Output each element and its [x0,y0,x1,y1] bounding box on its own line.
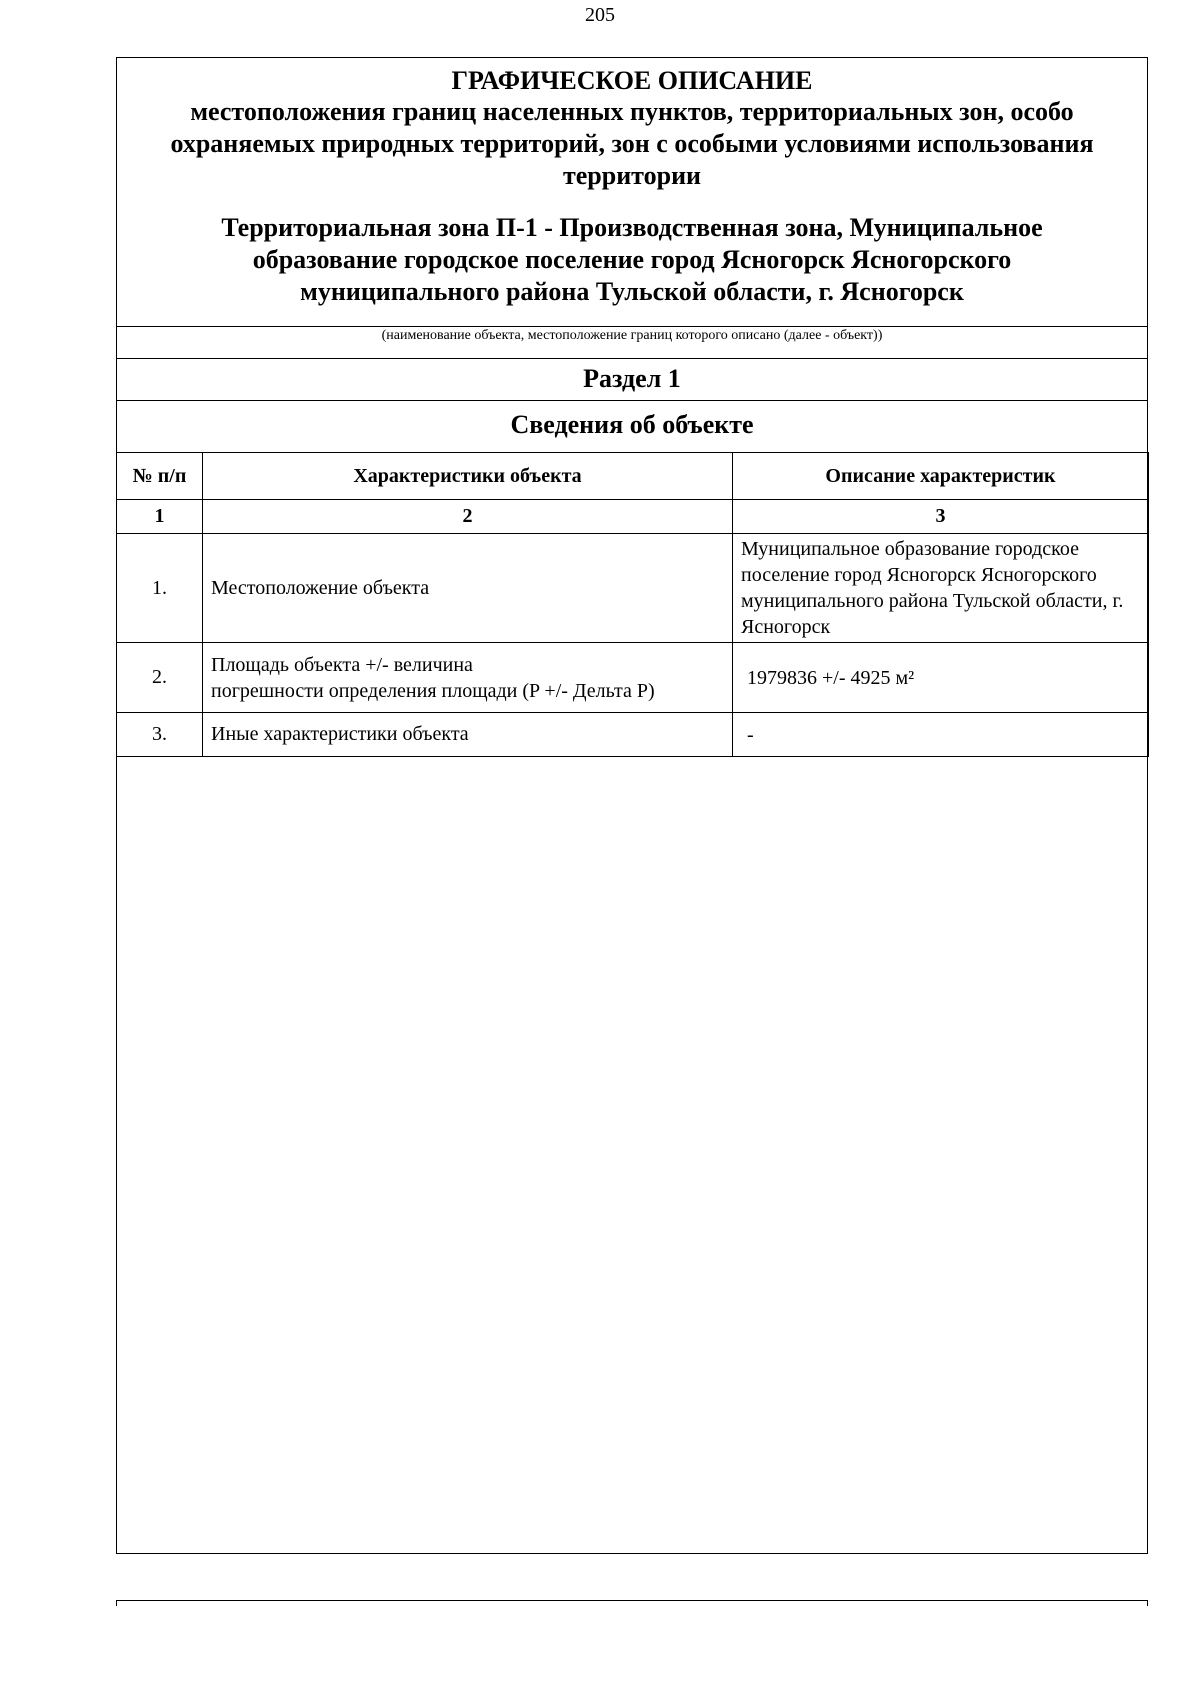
row-description: Муниципальное образование городское поселение город Ясногорск Ясногорского муниципального района Тульской области, г. Ясногорск [733,534,1149,643]
object-info-table [116,452,1149,757]
table-row [117,643,1149,713]
row-characteristic [203,643,733,713]
row-description: - [733,713,1149,757]
column-number-row [117,500,1149,534]
row-number: 3. [117,713,203,757]
row-number: 1. [117,534,203,643]
column-number: 2 [203,500,733,534]
object-name: Территориальная зона П-1 - Производственная зона, Муниципальное образование городское поселение город Ясногорск Ясногорского муниципального района Тульской области, г. Ясногорск [221,213,1043,306]
row-characteristic: Местоположение объекта [203,534,733,643]
document-frame [116,57,1148,1554]
object-name-caption: (наименование объекта, местоположение границ которого описано (далее - объект)) [381,328,883,343]
table-row [117,534,1149,643]
document-title: ГРАФИЧЕСКОЕ ОПИСАНИЕ [451,66,813,95]
column-number: 3 [733,500,1149,534]
column-header-description: Описание характеристик [733,453,1149,500]
column-header-number: № п/п [117,453,203,500]
table-header-row [117,453,1149,500]
section-title: Раздел 1 [583,364,681,393]
document-subtitle: местоположения границ населенных пунктов, территориальных зон, особо охраняемых природных территорий, зон с особыми условиями использования территории [170,97,1094,190]
row-characteristic: Иные характеристики объекта [203,713,733,757]
column-number: 1 [117,500,203,534]
row-characteristic-line: Площадь объекта +/- величина [211,653,473,676]
section-subtitle: Сведения об объекте [510,410,754,439]
row-characteristic-line: погрешности определения площади (P +/- Дельта P) [211,679,655,702]
next-frame-edge [116,1600,1148,1606]
row-description: 1979836 +/- 4925 м² [733,643,1149,713]
row-number: 2. [117,643,203,713]
column-header-characteristic: Характеристики объекта [203,453,733,500]
table-row [117,713,1149,757]
page-number: 205 [585,4,615,26]
document-header [117,58,1147,326]
